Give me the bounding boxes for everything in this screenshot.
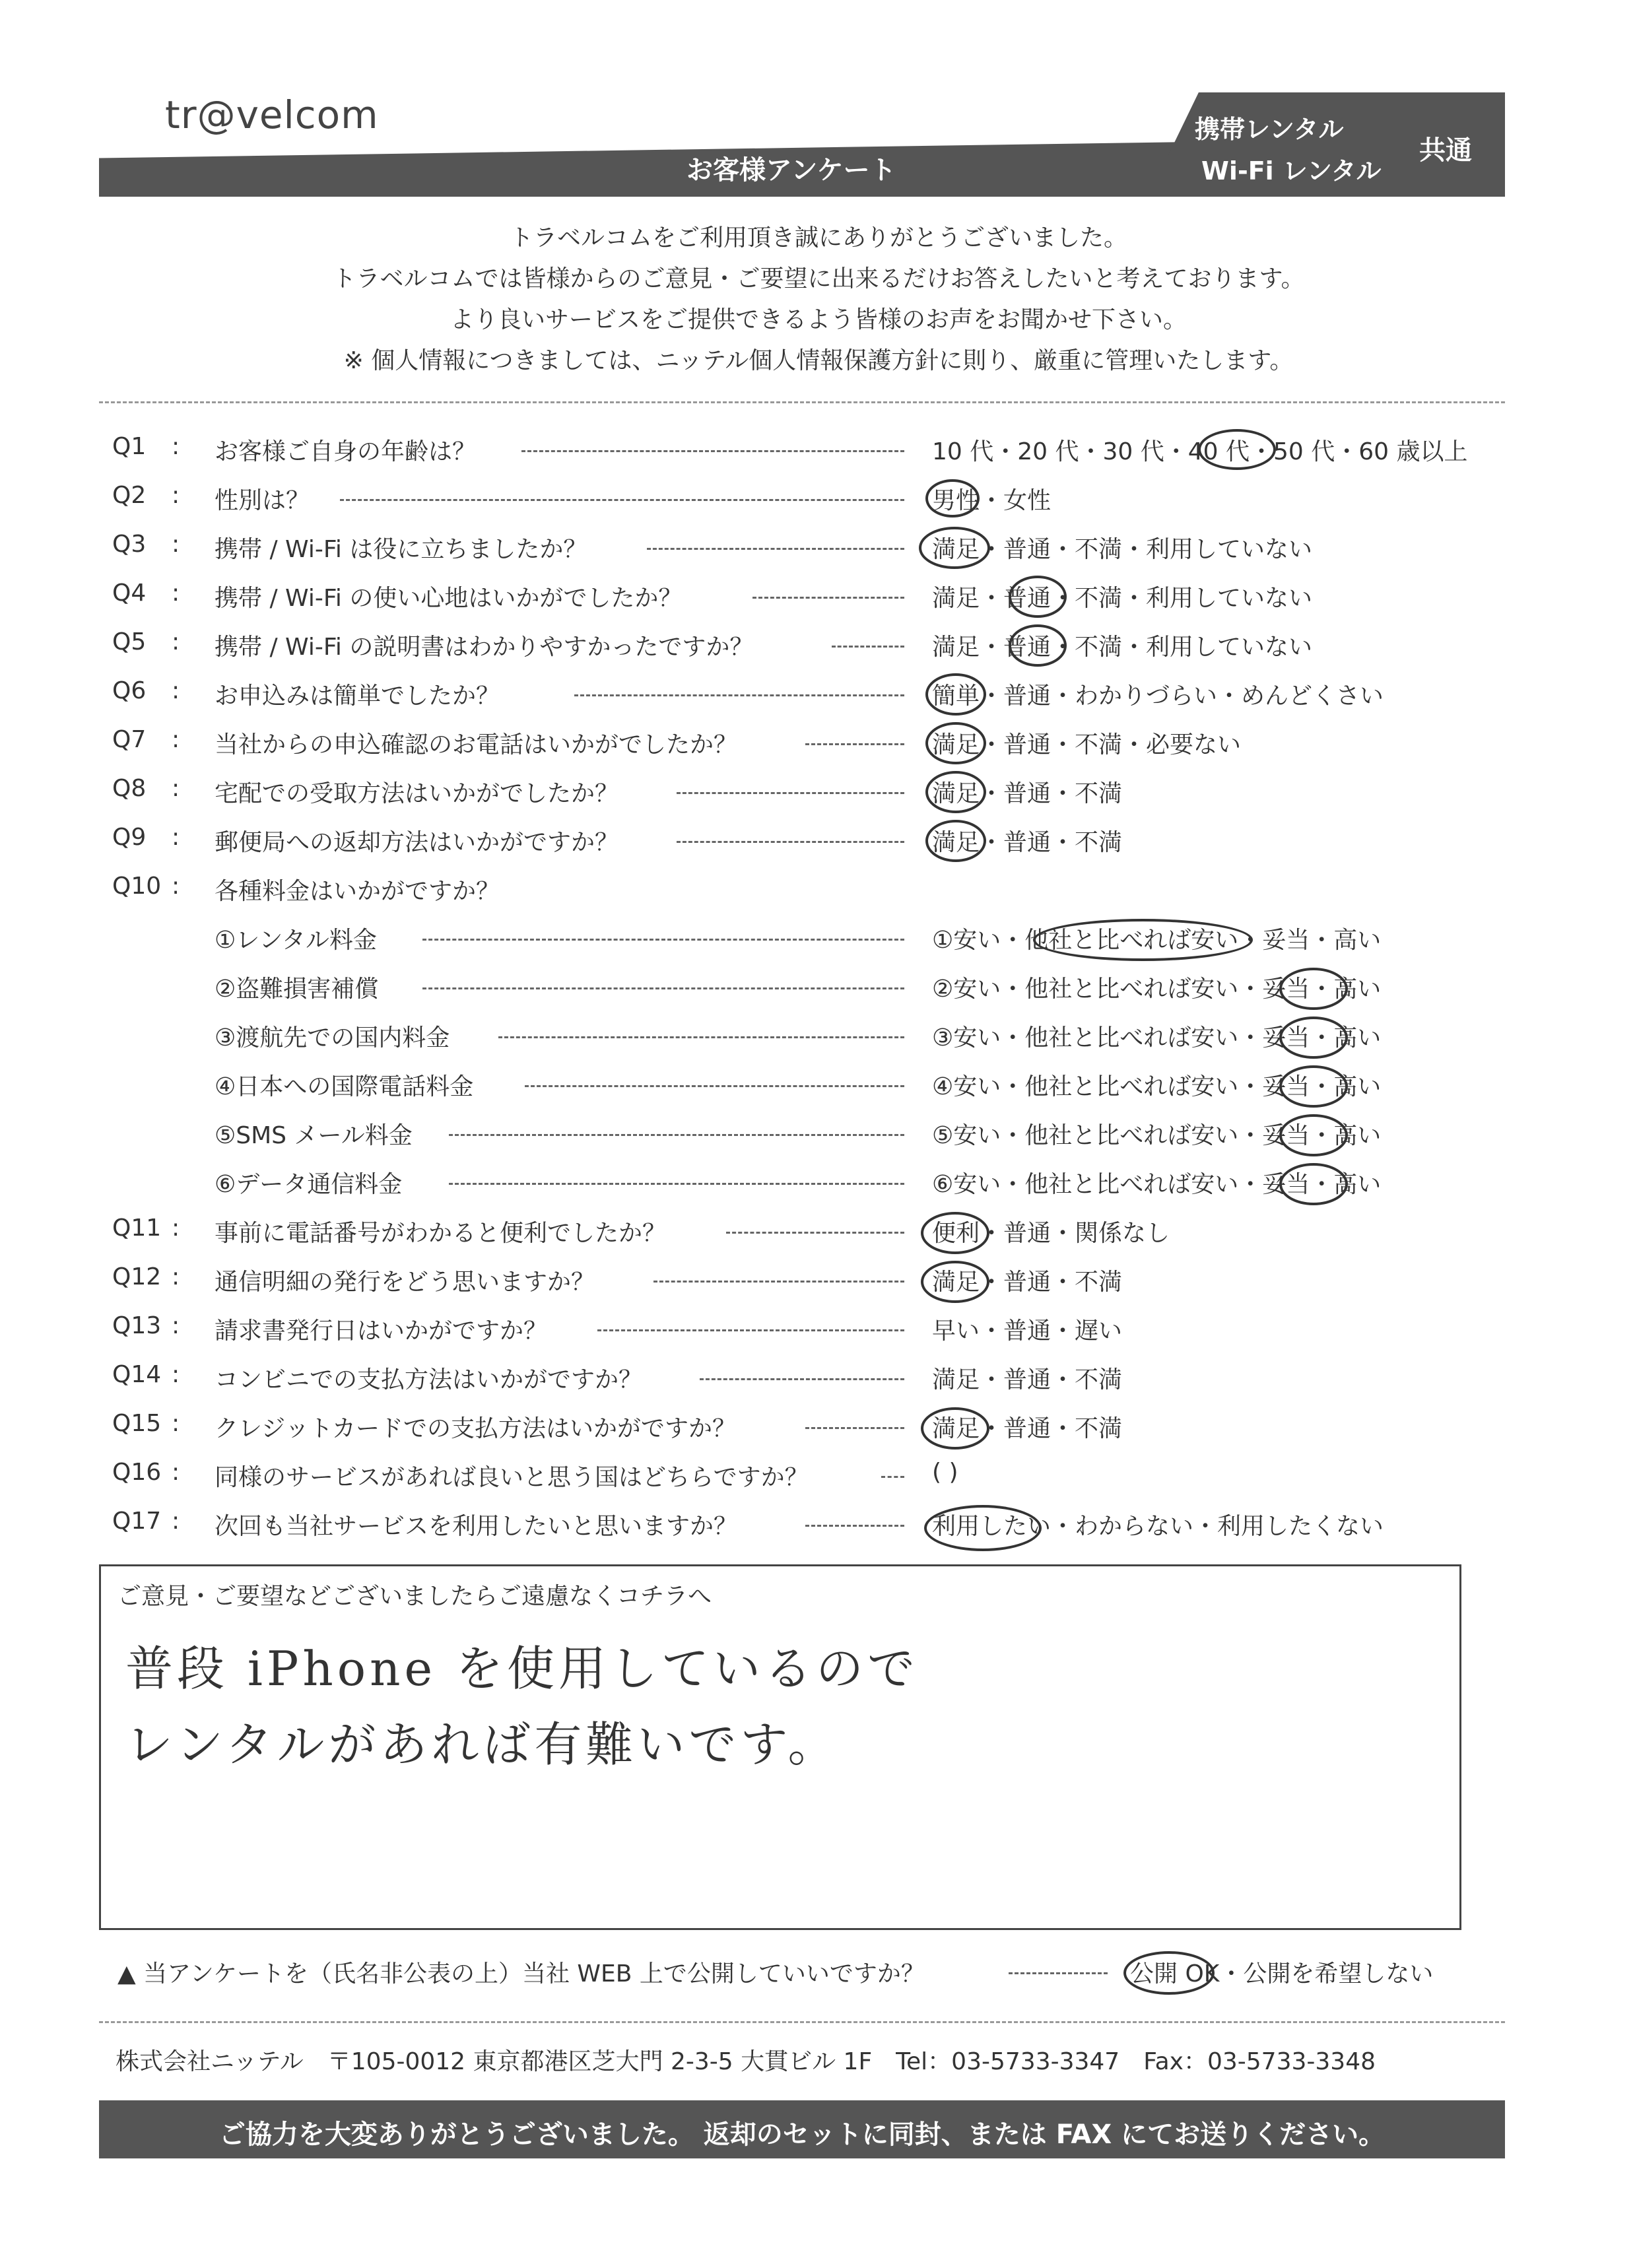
question-number: Q10 <box>112 873 162 900</box>
fee-item-text: ②盗難損害補償 <box>215 976 379 1003</box>
answer-options: 満足・普通・不満・利用していない <box>932 585 1313 612</box>
leader-dots <box>449 1134 904 1136</box>
intro-line-2: トラベルコムでは皆様からのご意見・ご要望に出来るだけお答えしたいと考えております。 <box>332 265 1305 292</box>
publish-answer-options: 公開 OK・公開を希望しない <box>1130 1960 1434 1987</box>
leader-dots <box>647 548 904 550</box>
circle-mark-q4 <box>1009 576 1067 618</box>
circle-mark-data <box>1279 1163 1348 1205</box>
circle-mark-40s <box>1198 429 1276 470</box>
circle-mark-q3 <box>919 527 990 569</box>
question-number: Q16 <box>112 1459 162 1486</box>
answer-options: 満足・普通・不満 <box>932 829 1123 856</box>
intro-line-1: トラベルコムをご利用頂き誠にありがとうございました。 <box>509 224 1127 251</box>
circle-mark-q8 <box>925 771 986 813</box>
circle-mark-q7 <box>925 722 986 764</box>
answer-free-text[interactable]: ( ) <box>932 1459 958 1486</box>
answer-options: 満足・普通・不満 <box>932 1415 1123 1442</box>
question-row-q6 <box>0 677 1637 723</box>
answer-options: 満足・普通・不満・利用していない <box>932 634 1313 661</box>
question-row-q17 <box>0 1508 1637 1554</box>
question-text: 同様のサービスがあれば良いと思う国はどちらですか？ <box>215 1464 809 1491</box>
question-text: 携帯 / Wi-Fi は役に立ちましたか？ <box>215 536 587 563</box>
question-text: お客様ご自身の年齢は？ <box>215 438 477 465</box>
circle-mark-q17 <box>924 1505 1042 1551</box>
divider-top <box>99 401 1505 403</box>
question-row-q12 <box>0 1263 1637 1310</box>
leader-dots <box>677 792 904 794</box>
answer-options: 満足・普通・不満 <box>932 1366 1123 1393</box>
question-number: Q13 <box>112 1312 162 1339</box>
tag-wifi-rental: Wi-Fi レンタル <box>1201 156 1382 185</box>
circle-mark-q5 <box>1009 624 1067 667</box>
answer-options: 満足・普通・不満 <box>932 780 1123 807</box>
company-address: 株式会社ニッテル 〒105-0012 東京都港区芝大門 2-3-5 大貫ビル 1F Tel：03-5733-3347 Fax：03-5733-3348 <box>116 2048 1376 2075</box>
fee-answer-options: ⑤安い・他社と比べれば安い・妥当・高い <box>932 1122 1382 1149</box>
fee-answer-options: ⑥安い・他社と比べれば安い・妥当・高い <box>932 1171 1382 1198</box>
publish-question: ▲ 当アンケートを（氏名非公表の上）当社 WEB 上で公開していいですか？ <box>117 1960 925 1987</box>
fee-item-text: ④日本への国際電話料金 <box>215 1073 474 1100</box>
fee-item-text: ①レンタル料金 <box>215 927 377 954</box>
question-row-q14 <box>0 1361 1637 1407</box>
colon: : <box>172 1215 180 1242</box>
leader-dots <box>805 1427 904 1429</box>
question-row-q11 <box>0 1215 1637 1261</box>
circle-mark-intl-call <box>1279 1065 1348 1108</box>
leader-dots <box>805 743 904 745</box>
question-number: Q5 <box>112 628 147 655</box>
colon: : <box>172 628 180 655</box>
question-text: 宅配での受取方法はいかがでしたか？ <box>215 780 619 807</box>
colon: : <box>172 873 180 900</box>
circle-mark-rental-fee <box>1033 919 1253 961</box>
answer-options: 便利・普通・関係なし <box>932 1220 1170 1247</box>
fee-row-sms <box>0 1117 1637 1163</box>
question-row-q1 <box>0 433 1637 479</box>
question-row-q8 <box>0 775 1637 821</box>
leader-dots <box>752 597 904 599</box>
answer-options: 男性・女性 <box>932 487 1052 514</box>
colon: : <box>172 580 180 607</box>
leader-dots <box>525 1085 904 1087</box>
fee-row-local <box>0 1019 1637 1065</box>
question-row-q3 <box>0 531 1637 577</box>
fee-item-text: ⑥データ通信料金 <box>215 1171 403 1198</box>
leader-dots <box>1009 1972 1108 1974</box>
answer-options: 満足・普通・不満・利用していない <box>932 536 1313 563</box>
question-text: コンビニでの支払方法はいかがですか？ <box>215 1366 643 1393</box>
fee-answer-options: ③安い・他社と比べれば安い・妥当・高い <box>932 1024 1382 1051</box>
question-row-q13 <box>0 1312 1637 1358</box>
colon: : <box>172 482 180 509</box>
question-number: Q17 <box>112 1508 162 1535</box>
question-row-q9 <box>0 824 1637 870</box>
circle-mark-q6 <box>925 673 986 716</box>
question-number: Q15 <box>112 1410 162 1437</box>
survey-title: お客様アンケート <box>686 155 896 185</box>
question-text: 事前に電話番号がわかると便利でしたか？ <box>215 1220 667 1247</box>
colon: : <box>172 531 180 558</box>
question-text: お申込みは簡単でしたか？ <box>215 683 500 710</box>
leader-dots <box>422 939 904 941</box>
question-row-q7 <box>0 726 1637 772</box>
question-text: 請求書発行日はいかがですか？ <box>215 1317 548 1345</box>
question-number: Q7 <box>112 726 147 753</box>
leader-dots <box>726 1232 904 1234</box>
colon: : <box>172 1361 180 1388</box>
question-row-q2 <box>0 482 1637 528</box>
question-row-q5 <box>0 628 1637 675</box>
leader-dots <box>700 1378 904 1380</box>
fee-answer-options: ①安い・他社と比べれば安い・妥当・高い <box>932 927 1382 954</box>
colon: : <box>172 726 180 753</box>
question-text: 各種料金はいかがですか？ <box>215 878 500 905</box>
leader-dots <box>449 1183 904 1185</box>
intro-line-4: ※ 個人情報につきましては、ニッテル個人情報保護方針に則り、厳重に管理いたします。 <box>343 347 1294 374</box>
colon: : <box>172 824 180 851</box>
fee-row-data <box>0 1166 1637 1212</box>
tag-common: 共通 <box>1419 135 1472 166</box>
circle-mark-local <box>1279 1017 1348 1059</box>
question-text: 性別は？ <box>215 487 310 514</box>
question-text: 携帯 / Wi-Fi の使い心地はいかがでしたか？ <box>215 585 683 612</box>
fee-answer-options: ④安い・他社と比べれば安い・妥当・高い <box>932 1073 1382 1100</box>
leader-dots <box>521 450 904 452</box>
question-text: 当社からの申込確認のお電話はいかがでしたか？ <box>215 731 738 758</box>
leader-dots <box>677 841 904 843</box>
question-number: Q1 <box>112 433 147 460</box>
colon: : <box>172 1508 180 1535</box>
colon: : <box>172 1459 180 1486</box>
question-number: Q11 <box>112 1215 162 1242</box>
answer-options: 簡単・普通・わかりづらい・めんどくさい <box>932 683 1384 710</box>
answer-options: 満足・普通・不満 <box>932 1269 1123 1296</box>
travelcom-logo: tr@velcom <box>165 92 379 137</box>
leader-dots <box>881 1476 904 1478</box>
question-text: 次回も当社サービスを利用したいと思いますか？ <box>215 1513 738 1540</box>
leader-dots <box>653 1281 904 1283</box>
question-number: Q3 <box>112 531 147 558</box>
question-row-q4 <box>0 580 1637 626</box>
question-number: Q2 <box>112 482 147 509</box>
leader-dots <box>597 1329 904 1331</box>
answer-options: 10 代・20 代・30 代・40 代・50 代・60 歳以上 <box>932 438 1468 465</box>
intro-line-3: より良いサービスをご提供できるよう皆様のお声をお聞かせ下さい。 <box>450 306 1187 333</box>
circle-mark-theft <box>1279 968 1348 1010</box>
question-row-q15 <box>0 1410 1637 1456</box>
answer-options: 満足・普通・不満・必要ない <box>932 731 1242 758</box>
question-number: Q8 <box>112 775 147 802</box>
circle-mark-sms <box>1279 1114 1348 1156</box>
colon: : <box>172 433 180 460</box>
leader-dots <box>805 1525 904 1527</box>
leader-dots <box>832 646 904 648</box>
question-text: 通信明細の発行をどう思いますか？ <box>215 1269 595 1296</box>
footer-thanks: ご協力を大変ありがとうございました。 返却のセットに同封、または FAX にてお送りください。 <box>218 2119 1386 2150</box>
question-text: 郵便局への返却方法はいかがですか？ <box>215 829 619 856</box>
colon: : <box>172 1312 180 1339</box>
question-row-q16 <box>0 1459 1637 1505</box>
fee-row-rental <box>0 921 1637 968</box>
comment-label: ご意見・ご要望などございましたらご遠慮なくコチラへ <box>117 1583 712 1610</box>
handwritten-comment-line-1: 普段 iPhone を使用しているので <box>125 1641 919 1696</box>
leader-dots <box>340 499 904 501</box>
question-number: Q4 <box>112 580 147 607</box>
leader-dots <box>498 1036 904 1038</box>
question-number: Q12 <box>112 1263 162 1290</box>
handwritten-comment-line-2: レンタルがあれば有難いです。 <box>125 1717 840 1772</box>
circle-mark-q12 <box>921 1261 989 1303</box>
colon: : <box>172 1410 180 1437</box>
colon: : <box>172 1263 180 1290</box>
question-number: Q14 <box>112 1361 162 1388</box>
colon: : <box>172 775 180 802</box>
colon: : <box>172 677 180 704</box>
fee-item-text: ③渡航先での国内料金 <box>215 1024 450 1051</box>
leader-dots <box>422 987 904 989</box>
circle-mark-q11 <box>921 1212 989 1254</box>
fee-answer-options: ②安い・他社と比べれば安い・妥当・高い <box>932 976 1382 1003</box>
question-text: 携帯 / Wi-Fi の説明書はわかりやすかったですか？ <box>215 634 754 661</box>
answer-options: 利用したい・わからない・利用したくない <box>932 1513 1384 1540</box>
divider-bottom <box>99 2021 1505 2023</box>
question-row-q10 <box>0 873 1637 919</box>
tag-mobile-rental: 携帯レンタル <box>1195 115 1344 144</box>
question-text: クレジットカードでの支払方法はいかがですか？ <box>215 1415 737 1442</box>
answer-options: 早い・普通・遅い <box>932 1317 1123 1345</box>
question-number: Q9 <box>112 824 147 851</box>
circle-mark-q15 <box>921 1407 989 1450</box>
circle-mark-male <box>925 479 980 517</box>
fee-item-text: ⑤SMS メール料金 <box>215 1122 413 1149</box>
fee-row-intl-call <box>0 1068 1637 1114</box>
leader-dots <box>574 694 904 696</box>
fee-row-theft <box>0 970 1637 1017</box>
circle-mark-q9 <box>925 820 986 862</box>
circle-mark-publish <box>1123 1951 1215 1995</box>
question-number: Q6 <box>112 677 147 704</box>
